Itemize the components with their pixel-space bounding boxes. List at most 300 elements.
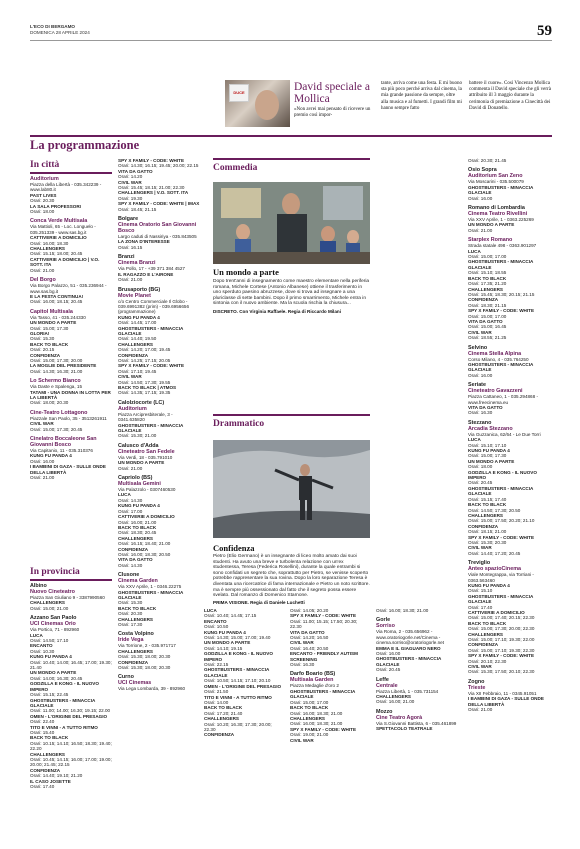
- film-title: GLORIA!: [30, 330, 50, 336]
- venue-address: Via Lega Lombarda, 39 - 892960: [118, 686, 186, 692]
- showtimes: Orari: 10.20; 16.30; 17.30; 20.00; 22.30: [204, 721, 272, 732]
- listing-entry: [30, 670, 112, 681]
- film-title: LUCA: [468, 248, 481, 254]
- listing-entry: [468, 696, 550, 712]
- town-name: Capriolo (BS): [118, 475, 153, 482]
- venue-name: UCI Cinemas: [118, 680, 152, 687]
- film-title: KUNG FU PANDA 4: [468, 448, 510, 454]
- showtimes: Orari: 21.00: [30, 475, 55, 481]
- listing-entry: [376, 726, 458, 731]
- listing-entry: [30, 410, 112, 421]
- showtimes: Orari: 14.30: [118, 562, 143, 568]
- listing-entry: [468, 330, 550, 341]
- film-title: GHOSTBUSTERS - MINACCIA GLACIALE: [118, 422, 184, 434]
- town-name: Gorle: [376, 617, 391, 624]
- film-title: CIVIL WAR: [118, 374, 142, 380]
- feature-column-2: tante, arriva come una festa. E mi buono sta più poco perché arriva dal cinema, la mia grande passione da sempre, oltre alla musica e al fumetti. I grandi film mi hanno sempre fatto: [381, 81, 462, 111]
- venue-address: Viale Montegrappa, via Torriani - 0363.563460: [468, 572, 534, 583]
- town-name: Osio Sopra: [468, 167, 497, 174]
- venue-name: Cine-Teatro Lottagono: [30, 409, 88, 416]
- venue-name: Iride Vega: [118, 637, 144, 644]
- film-title: CHALLENGERS: [118, 535, 153, 541]
- listing-entry: [290, 651, 370, 667]
- showtimes: Orari: 21.00: [118, 465, 143, 471]
- showtimes: Orari: 21.00: [468, 707, 493, 713]
- film-title: BACK TO BLACK: [468, 620, 507, 626]
- showtimes: Orari: 17.20; 21.40: [204, 710, 243, 716]
- listing-entry: [118, 557, 200, 568]
- paper-name: L'ECO DI BERGAMO: [30, 24, 75, 29]
- listing-entry: [30, 294, 112, 305]
- listing-entry: [30, 342, 112, 353]
- listing-entry: [118, 363, 200, 374]
- town-name: Seriate: [468, 382, 486, 389]
- town-name: Azzano San Paolo: [30, 615, 77, 622]
- film-title: LA SALA PROFESSORI: [30, 203, 81, 209]
- issue-date: DOMENICA 28 APRILE 2024: [30, 30, 90, 35]
- film-title: SPY X FAMILY - CODE: WHITE: [118, 363, 185, 369]
- venue-name: Auditorium San Zeno: [468, 173, 523, 180]
- film-title: CHALLENGERS: [30, 600, 65, 606]
- listing-entry: [118, 514, 200, 525]
- film-title: CIVIL WAR: [290, 640, 314, 646]
- listing-entry: [290, 738, 370, 743]
- drammatico-synopsis: Pietro (Elio Germano) è un insegnante di liceo molto amato dai suoi studenti. Ha avuto una breve e turbolenta relazione con un'ex studentessa, Teresa (Federica Rosellini), durante la quale entrambi si sono confidati un segreto che, soprattutto per Pietro, se venisse scoperto potrebbe rappresentare la sua rovina. Dopo la loro separazione Teresa è diventata una ricercatrice di fama internazionale e Pietro un noto scrittore. ma è sempre più ossessionato dal fatto che il segreto possa essere svelato. Dal romanzo di Domenico Starnone.: [213, 554, 370, 599]
- town-name: Curno: [118, 674, 134, 681]
- listing-entry: [204, 684, 284, 695]
- listing-entry: [468, 237, 550, 248]
- film-title: BACK TO BLACK: [30, 341, 69, 347]
- listing-entry: [118, 353, 200, 364]
- listing-entry: [376, 608, 458, 613]
- venue-address: Piazzale San Paolo, 35 - 3513261911: [30, 415, 107, 421]
- listing-entry: [118, 572, 200, 589]
- listing-entry: [30, 735, 112, 751]
- film-title: CATTIVERIE A DOMICILIO: [118, 514, 175, 520]
- showtimes: Orari: 15.15; 22.45: [30, 692, 69, 698]
- listing-entry: [468, 276, 550, 287]
- film-title: BACK TO BLACK: [468, 502, 507, 508]
- film-title: GHOSTBUSTERS - MINACCIA GLACIALE: [118, 589, 184, 600]
- listing-column-1: [30, 172, 112, 480]
- venue-address: Via Torrione, 2 - 035.971717: [118, 643, 176, 649]
- showtimes: Orari: 14.05; 20.20: [290, 608, 329, 613]
- header-rule: [30, 40, 552, 41]
- showtimes: Orari: 18.00; 20.30: [30, 400, 69, 406]
- listing-entry: [468, 594, 550, 610]
- town-name: Selvino: [468, 344, 488, 351]
- listing-entry: [118, 216, 200, 239]
- showtimes: Orari: 16.00; 18.30; 21.00: [376, 608, 429, 613]
- venue-address: Piazza Medaglie d'oro 2: [290, 683, 339, 689]
- town-name: Romano di Lombardia: [468, 205, 525, 212]
- listing-entry: [376, 694, 458, 705]
- film-title: TITO E VINNI - A TUTTO RITMO: [30, 724, 98, 730]
- listing-entry: [30, 246, 112, 257]
- venue-name: Cinema Teatro Rivellini: [468, 211, 528, 218]
- film-title: I BAMBINI DI GAZA - SULLE ONDE DELLA LIBERTÀ: [30, 464, 106, 475]
- commedia-credit: DISCRETO. Con Virginia Raffaele. Regia di Riccardo Milani: [213, 309, 341, 314]
- listing-entry: [30, 257, 112, 273]
- listing-entry: [376, 617, 458, 645]
- sign-in-photo: DUCE: [229, 84, 249, 102]
- venue-name: Trieste: [468, 684, 486, 691]
- listing-entry: [30, 363, 112, 374]
- showtimes: Orari: 14.30; 16.30; 21.00: [30, 368, 83, 374]
- listing-entry: [118, 649, 200, 660]
- film-title: UN MONDO A PARTE: [118, 460, 165, 466]
- film-title: CIVIL WAR: [30, 421, 54, 427]
- listing-entry: [204, 695, 284, 706]
- listing-entry: [30, 320, 112, 331]
- listing-entry: [468, 420, 550, 437]
- drammatico-label: Drammatico: [213, 419, 265, 429]
- listing-entry: [204, 640, 284, 651]
- listing-entry: [118, 631, 200, 648]
- venue-address: Via XXV Aprile, 1 - 0363.225269: [468, 217, 534, 223]
- showtimes: Orari: 15.30; 18.00; 20.30: [118, 665, 171, 671]
- film-title: VITA DA GATTO: [118, 557, 153, 563]
- listing-entry: [204, 667, 284, 683]
- showtimes: Orari: 14.30; 16.15; 19.45; 20.00; 22.15: [118, 163, 199, 169]
- showtimes: Orari: 10.15; 14.10; 16.50; 18.30; 19.40; 22.20: [30, 740, 112, 752]
- listing-entry: [30, 681, 112, 697]
- venue-address: Via Verdi, 18 - 035.791010: [118, 454, 173, 460]
- film-title: KUNG FU PANDA 4: [30, 453, 72, 459]
- showtimes: Orari: 16.00; 18.30; 21.00: [290, 710, 343, 716]
- listing-entry: [204, 619, 284, 630]
- showtimes: Orari: 20.30; 21.45: [468, 158, 507, 163]
- showtimes: Orari: 20.10; 22.30: [468, 658, 507, 664]
- venue-name: Movie Planet: [118, 292, 151, 299]
- listing-entry: [468, 308, 550, 319]
- listing-entry: [204, 630, 284, 641]
- film-title: SPY X FAMILY - CODE: WHITE | IMAX: [118, 201, 200, 207]
- listing-entry: [30, 600, 112, 611]
- listing-entry: [204, 716, 284, 732]
- showtimes: Orari: 19.00; 21.00: [290, 732, 329, 738]
- film-title: VITA DA GATTO: [468, 405, 503, 410]
- showtimes: Orari: 15.00; 17.50; 20.20; 21.10: [468, 518, 535, 524]
- film-title: CIVIL WAR: [468, 545, 492, 551]
- town-name: Albino: [30, 583, 47, 589]
- film-title: BACK TO BLACK: [118, 524, 157, 530]
- film-title: BACK TO BLACK: [204, 705, 243, 711]
- listing-column-2: [118, 158, 200, 692]
- film-title: LUCA: [118, 492, 131, 498]
- listing-entry: [30, 277, 112, 294]
- venue-address: Via Capitanio, 11 - 035.310376: [30, 448, 93, 454]
- listing-entry: [468, 664, 550, 675]
- listing-entry: [204, 651, 284, 667]
- listing-entry: [118, 475, 200, 492]
- listing-entry: [468, 158, 550, 163]
- listing-entry: [290, 716, 370, 727]
- venue-name: Cineteatro San Fedele: [118, 448, 175, 455]
- venue-address: Via Roma, 2 - 035.656962 - www.oratoriogorle.net/Cinema - cinema.sorriso@oratoriogorle.net: [376, 629, 444, 646]
- listing-entry: [468, 642, 550, 653]
- film-title: LUCA: [468, 437, 481, 443]
- showtimes: Orari: 14.30: [118, 497, 143, 503]
- showtimes: Orari: 18.00: [468, 464, 493, 470]
- showtimes: Orari: 14.20; 16.50: [290, 635, 329, 641]
- listing-entry: [118, 660, 200, 671]
- film-title: CATTIVERIE A DOMICILIO: [468, 610, 525, 615]
- listing-entry: [468, 249, 550, 260]
- film-title: CHALLENGERS: [468, 631, 503, 637]
- listing-entry: [468, 632, 550, 643]
- showtimes: Orari: 21.00: [468, 227, 493, 233]
- venue-name: Del Borgo: [30, 277, 56, 284]
- listing-entry: [118, 400, 200, 423]
- listing-entry: [290, 630, 370, 641]
- showtimes: Orari: 17.35; 21.20: [468, 281, 507, 287]
- film-title: GODZILLA E KONG - IL NUOVO IMPERO: [204, 651, 273, 662]
- film-title: GHOSTBUSTERS - MINACCIA GLACIALE: [468, 593, 534, 605]
- showtimes: Orari: 15.00; 17.00: [290, 699, 329, 705]
- listing-entry: [118, 272, 200, 283]
- film-title: GHOSTBUSTERS - MINACCIA GLACIALE: [468, 259, 534, 270]
- listing-entry: [118, 342, 200, 353]
- venue-address: Piazza Cattaneo, 1 - 035.294868 - www.freecinema.eu: [468, 394, 538, 405]
- feature-title: David speciale a Mollica: [294, 81, 370, 105]
- film-title: VITA DA GATTO: [468, 318, 503, 324]
- venue-name: Cinema Garden: [118, 578, 158, 585]
- venue-address: Via Portico, 71 - 892960: [30, 627, 80, 633]
- showtimes: Orari: 11.00; 15.15; 17.50; 20.30; 22.30: [290, 618, 358, 630]
- showtimes: Orari: 10.30: [30, 648, 55, 654]
- showtimes: Orari: 14.00: [204, 699, 229, 705]
- showtimes: Orari: 14.45; 17.00: [118, 320, 157, 326]
- listing-entry: [118, 525, 200, 536]
- listing-entry: [468, 297, 550, 308]
- film-title: UN MONDO A PARTE: [204, 640, 251, 646]
- listing-entry: [468, 502, 550, 513]
- listing-entry: [118, 385, 200, 396]
- showtimes: Orari: 16.30: [468, 410, 493, 416]
- feature-column-3: battere il cuore». Così Vincenzo Mollica commenta il David speciale che gli verrà attribuito ill 3 maggio durante la cerimonia di premiazione a Cinecittà dei David di Donatello.: [469, 81, 551, 111]
- film-title: CHALLENGERS: [118, 341, 153, 347]
- showtimes: Orari: 16.00; 18.30; 21.00: [290, 721, 343, 727]
- town-name: Calusco d'Adda: [118, 442, 159, 449]
- film-title: CONFIDENZA: [118, 352, 149, 358]
- venue-address: Via Mattioli, 65 - Loc. Longuelo - 035.251339 - www.sas.bg.it: [30, 224, 96, 235]
- film-title: GHOSTBUSTERS - MINACCIA GLACIALE: [118, 325, 184, 336]
- commedia-panel: [213, 158, 370, 173]
- showtimes: Orari: 15.00; 17.00: [468, 313, 507, 319]
- showtimes: Orari: 15.40: [30, 729, 55, 735]
- listing-entry: [468, 259, 550, 275]
- film-title: CHALLENGERS: [118, 616, 153, 622]
- listing-entry: [290, 613, 370, 629]
- listing-entry: [376, 646, 458, 657]
- listing-entry: [468, 185, 550, 201]
- showtimes: Orari: 21.00: [118, 277, 143, 283]
- commedia-photo: [213, 182, 370, 264]
- venue-name: Lo Schermo Bianco: [30, 378, 81, 385]
- venue-address: Via Moscarini - 035.500079: [468, 179, 524, 185]
- venue-name: Centrale: [376, 682, 398, 689]
- feature-photo: [225, 80, 290, 127]
- listing-entry: [30, 235, 112, 246]
- film-title: TITO E VINNI - A TUTTO RITMO: [204, 694, 272, 700]
- film-title: CIVIL WAR: [468, 664, 492, 670]
- film-title: BACK TO BLACK: [30, 735, 69, 741]
- listing-entry: [376, 709, 458, 726]
- man-on-hill-scene: [213, 440, 370, 538]
- showtimes: Orari: 15.10; 18.55: [468, 270, 507, 276]
- drammatico-film-title: Confidenza: [213, 543, 255, 553]
- venue-name: Auditorium: [30, 176, 59, 182]
- listing-entry: [118, 547, 200, 558]
- showtimes: Orari: 14.35; 17.15; 19.35: [118, 390, 171, 396]
- film-title: GHOSTBUSTERS - MINACCIA GLACIALE: [204, 667, 270, 678]
- listing-entry: [468, 382, 550, 405]
- showtimes: Orari: 18.55; 21.25: [468, 335, 507, 341]
- film-title: PAST LIVES: [30, 192, 57, 198]
- feature-lead: «Non avrei mai pensato di ricevere un premio così impor-: [294, 107, 371, 119]
- listing-entry: [468, 167, 550, 184]
- showtimes: Orari: 16.40; 20.50: [290, 645, 329, 651]
- film-title: SPETTACOLO TEATRALE: [376, 726, 433, 732]
- showtimes: Orari: 16.00; 18.15; 20.45: [30, 299, 83, 305]
- showtimes: Orari: 17.40: [30, 784, 55, 789]
- town-name: Brusaporto (BG): [118, 286, 161, 293]
- film-title: I BAMBINI DI GAZA - SULLE ONDE DELLA LIBERTÀ: [468, 696, 544, 707]
- venue-name: Sorriso: [376, 623, 395, 630]
- film-title: KUNG FU PANDA 4: [118, 314, 160, 320]
- showtimes: Orari: 18.45; 21.15: [118, 206, 157, 212]
- showtimes: Orari: 15.30; 20.30: [468, 539, 507, 545]
- listing-entry: [30, 176, 112, 193]
- film-title: VITA DA GATTO: [118, 168, 153, 174]
- listing-entry: [30, 204, 112, 215]
- listing-entry: [30, 714, 112, 725]
- showtimes: Orari: 17.30: [118, 622, 143, 627]
- film-title: CHALLENGERS: [30, 246, 65, 252]
- showtimes: Orari: 15.15; 17.40: [468, 496, 507, 502]
- showtimes: Orari: 15.00; 16.45: [468, 324, 507, 330]
- listing-entry: [468, 470, 550, 486]
- listing-entry: [118, 180, 200, 191]
- showtimes: Orari: 14.40; 19.50: [118, 336, 157, 342]
- listing-entry: [468, 205, 550, 222]
- film-title: KUNG FU PANDA 4: [118, 503, 160, 509]
- film-title: GHOSTBUSTERS - MINACCIA GLACIALE: [468, 361, 534, 373]
- venue-address: Via Guzzanica, 62/64 - Le Due Torri: [468, 431, 541, 437]
- showtimes: Orari: 16.00: [468, 195, 493, 201]
- listing-entry: [118, 315, 200, 326]
- town-name: Costa Volpino: [118, 631, 154, 638]
- listing-entry: [118, 254, 200, 271]
- venue-address: Piazza San Giuliano 9 - 3387990560: [30, 595, 105, 600]
- listing-entry: [30, 390, 112, 406]
- showtimes: Orari: 11.00; 14.00; 16.30; 19.15; 22.00: [30, 708, 111, 714]
- venue-name: Cineteatro Gavazzeni: [468, 388, 523, 395]
- listing-entry: [468, 610, 550, 621]
- showtimes: Orari: 14.40; 19.10; 21.20: [30, 773, 83, 779]
- listing-column-3: [204, 608, 284, 738]
- listing-entry: [30, 193, 112, 204]
- town-name: Bolgare: [118, 216, 139, 223]
- listing-entry: [468, 437, 550, 448]
- showtimes: Orari: 15.30: [30, 336, 55, 342]
- town-name: Treviglio: [468, 560, 491, 567]
- showtimes: Orari: 15.15; 18.00; 20.45: [30, 251, 83, 257]
- venue-name: Starplex Romano: [468, 237, 513, 244]
- showtimes: Orari: 15.30; 17.50; 20.10; 22.30: [468, 669, 535, 675]
- listing-entry: [204, 608, 284, 619]
- showtimes: Orari: 15.00; 17.10; 19.30; 22.30: [468, 647, 535, 653]
- showtimes: Orari: 14.50; 17.30; 20.50: [468, 507, 521, 513]
- listing-entry: [30, 378, 112, 389]
- listing-entry: [30, 436, 112, 453]
- film-title: UN MONDO A PARTE: [30, 320, 77, 326]
- listing-entry: [118, 460, 200, 471]
- film-title: UN MONDO A PARTE: [468, 222, 515, 228]
- showtimes: Orari: 16.00; 18.30: [30, 240, 69, 246]
- listing-entry: [118, 590, 200, 606]
- showtimes: Orari: 10.50; 14.15; 17.10; 20.10: [204, 678, 271, 684]
- showtimes: Orari: 14.00; 16.30; 20.45: [30, 675, 83, 681]
- listing-entry: [290, 727, 370, 738]
- listing-entry: [468, 513, 550, 524]
- drammatico-credit: PRIMA VISIONE. Regia di Daniele Luchetti: [213, 600, 305, 605]
- film-title: CONFIDENZA: [468, 642, 499, 648]
- listing-entry: [118, 492, 200, 503]
- listing-entry: [30, 218, 112, 235]
- listing-entry: [468, 679, 550, 696]
- film-title: E LA FESTA CONTINUA!: [30, 293, 84, 299]
- showtimes: Orari: 17.00: [118, 508, 143, 514]
- film-title: OMEN - L'ORIGINE DEL PRESAGIO: [204, 683, 282, 689]
- listing-entry: [468, 345, 550, 362]
- listing-entry: [30, 633, 112, 644]
- venue-name: Cinema Branzi: [118, 260, 156, 267]
- showtimes: Orari: 20.15: [30, 347, 55, 353]
- showtimes: Orari: 18.15; 21.00: [468, 529, 507, 535]
- listing-entry: [118, 443, 200, 460]
- showtimes: Orari: 14.20; 17.00; 19.45: [118, 347, 171, 353]
- listing-entry: [30, 464, 112, 480]
- film-title: CONFIDENZA: [468, 523, 499, 529]
- listing-entry: [290, 640, 370, 651]
- showtimes: Orari: 16.30: [290, 662, 315, 668]
- film-title: KUNG FU PANDA 4: [468, 582, 510, 588]
- town-name: Calolziocorte (LC): [118, 399, 165, 406]
- listing-entry: [30, 752, 112, 768]
- film-title: KUNG FU PANDA 4: [204, 629, 246, 635]
- film-title: GODZILLA E KONG - IL NUOVO IMPERO: [468, 469, 537, 481]
- showtimes: Orari: 16.00: [376, 651, 401, 657]
- listing-column-6: [468, 158, 550, 713]
- showtimes: Orari: 15.00; 17.30; 20.45: [30, 426, 83, 432]
- listing-entry: [468, 560, 550, 583]
- listing-column-5: [376, 608, 458, 732]
- film-title: GHOSTBUSTERS - MINACCIA GLACIALE: [290, 688, 356, 700]
- venue-address: Largo caduti di Nassiriya - 035.843505: [118, 234, 197, 240]
- showtimes: Orari: 15.00; 17.10; 19.30; 22.00: [468, 637, 535, 643]
- venue-address: Strada statale 498 - 0363.901297: [468, 243, 537, 249]
- venue-address: Via Borgo Palazzo, 51 - 035.236944 - www.sas.bg.it: [30, 283, 107, 294]
- showtimes: Orari: 15.30; 18.00; 20.30: [118, 654, 171, 660]
- masthead: [30, 24, 90, 36]
- portrait-face: [255, 90, 279, 120]
- film-title: CHALLENGERS: [204, 716, 239, 722]
- listing-entry: [468, 545, 550, 556]
- listing-entry: [30, 309, 112, 320]
- showtimes: Orari: 22.15: [204, 662, 229, 668]
